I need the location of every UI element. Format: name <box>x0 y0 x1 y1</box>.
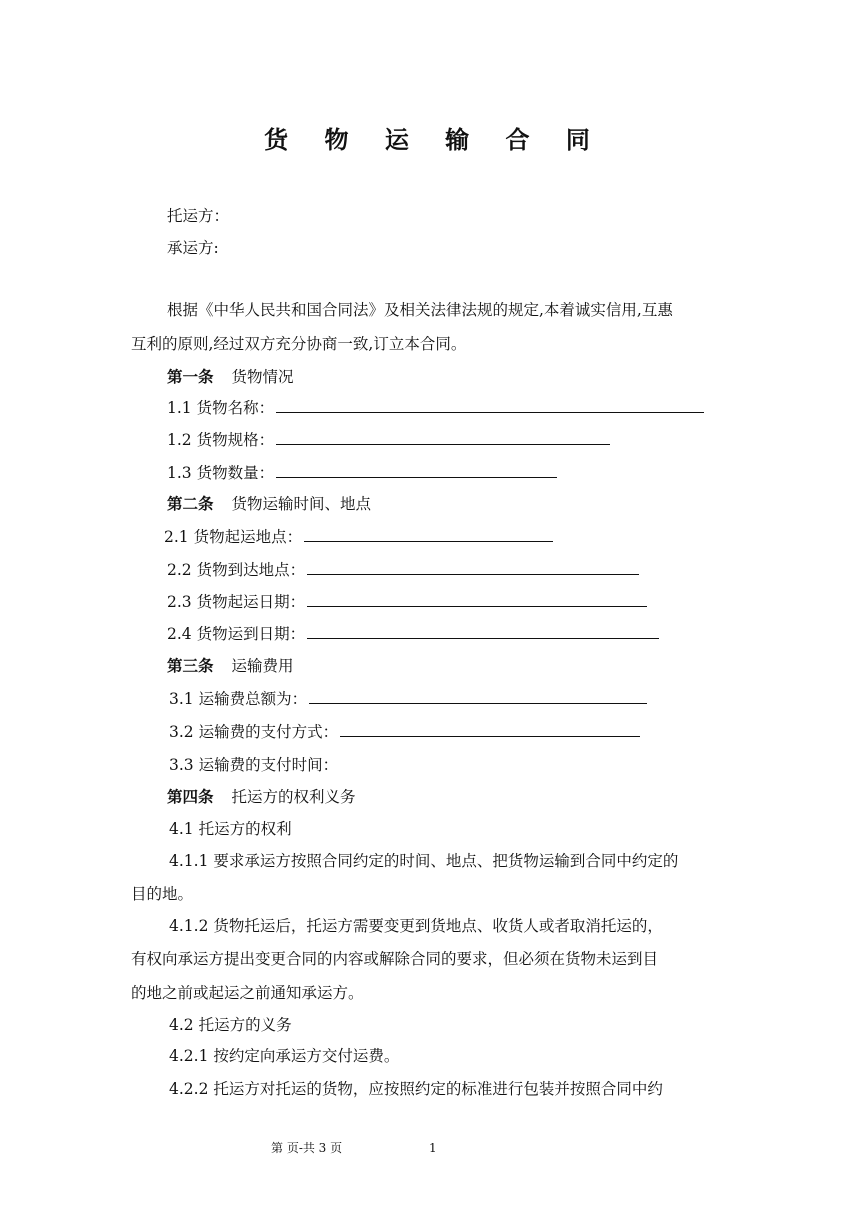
field-label: 2.2 货物到达地点： <box>167 561 306 579</box>
blank-line[interactable] <box>309 689 647 704</box>
section-4-1-1-line-1: 4.1.1 要求承运方按照合同约定的时间、地点、把货物运输到合同中约定的 <box>169 852 679 870</box>
article-1-number: 第一条 <box>167 368 214 386</box>
carrier-label: 承运方: <box>167 239 219 257</box>
blank-line[interactable] <box>340 722 640 737</box>
field-label: 2.3 货物起运日期： <box>167 593 306 611</box>
shipper-label: 托运方： <box>167 207 230 225</box>
section-4-2-1: 4.2.1 按约定向承运方交付运费。 <box>169 1047 400 1065</box>
section-4-1-2-line-1: 4.1.2 货物托运后，托运方需要变更到货地点、收货人或者取消托运的， <box>169 917 663 935</box>
field-label: 2.4 货物运到日期： <box>167 625 306 643</box>
field-label: 2.1 货物起运地点： <box>164 528 303 546</box>
article-1-title: 货物情况 <box>231 368 294 386</box>
blank-line[interactable] <box>307 592 647 607</box>
preamble-line-1: 根据《中华人民共和国合同法》及相关法律法规的规定,本着诚实信用,互惠 <box>167 301 673 319</box>
field-label: 3.2 运输费的支付方式： <box>169 723 339 741</box>
article-3-heading <box>167 656 294 676</box>
footer-page-number: 1 <box>429 1141 437 1155</box>
section-4-2: 4.2 托运方的义务 <box>169 1016 292 1034</box>
blank-line[interactable] <box>276 463 557 478</box>
field-label: 3.1 运输费总额为： <box>169 690 308 708</box>
article-3-number: 第三条 <box>167 657 214 675</box>
field-total-freight <box>169 689 647 709</box>
field-arrival-date <box>167 624 659 644</box>
article-4-title: 托运方的权利义务 <box>231 788 356 806</box>
section-4-1-2-line-2: 有权向承运方提出变更合同的内容或解除合同的要求，但必须在货物未运到目 <box>131 950 659 968</box>
article-2-heading <box>167 494 371 514</box>
field-departure-date <box>167 592 647 612</box>
article-4-number: 第四条 <box>167 788 214 806</box>
field-origin <box>164 527 553 547</box>
article-2-number: 第二条 <box>167 495 214 513</box>
blank-line[interactable] <box>276 398 704 413</box>
section-4-2-2: 4.2.2 托运方对托运的货物，应按照约定的标准进行包装并按照合同中约 <box>169 1080 663 1098</box>
field-goods-quantity <box>167 463 557 483</box>
field-label: 1.2 货物规格： <box>167 431 275 449</box>
article-2-title: 货物运输时间、地点 <box>231 495 372 513</box>
section-4-1-2-line-3: 的地之前或起运之前通知承运方。 <box>131 984 364 1002</box>
blank-line[interactable] <box>307 560 639 575</box>
preamble-line-2: 互利的原则,经过双方充分协商一致,订立本合同。 <box>131 335 467 353</box>
field-label: 1.3 货物数量： <box>167 464 275 482</box>
field-label: 1.1 货物名称： <box>167 399 275 417</box>
article-4-heading <box>167 787 356 807</box>
field-goods-spec <box>167 430 610 450</box>
blank-line[interactable] <box>304 527 553 542</box>
field-goods-name <box>167 398 704 418</box>
section-4-1: 4.1 托运方的权利 <box>169 820 292 838</box>
field-payment-method <box>169 722 640 742</box>
field-payment-time: 3.3 运输费的支付时间： <box>169 756 339 774</box>
footer-page-label: 第 页-共 3 页 <box>271 1141 343 1155</box>
field-destination <box>167 560 639 580</box>
blank-line[interactable] <box>276 430 610 445</box>
article-3-title: 运输费用 <box>231 657 294 675</box>
section-4-1-1-line-2: 目的地。 <box>131 885 194 903</box>
blank-line[interactable] <box>307 624 659 639</box>
document-title: 货 物 运 输 合 同 <box>264 126 604 154</box>
article-1-heading <box>167 367 294 387</box>
